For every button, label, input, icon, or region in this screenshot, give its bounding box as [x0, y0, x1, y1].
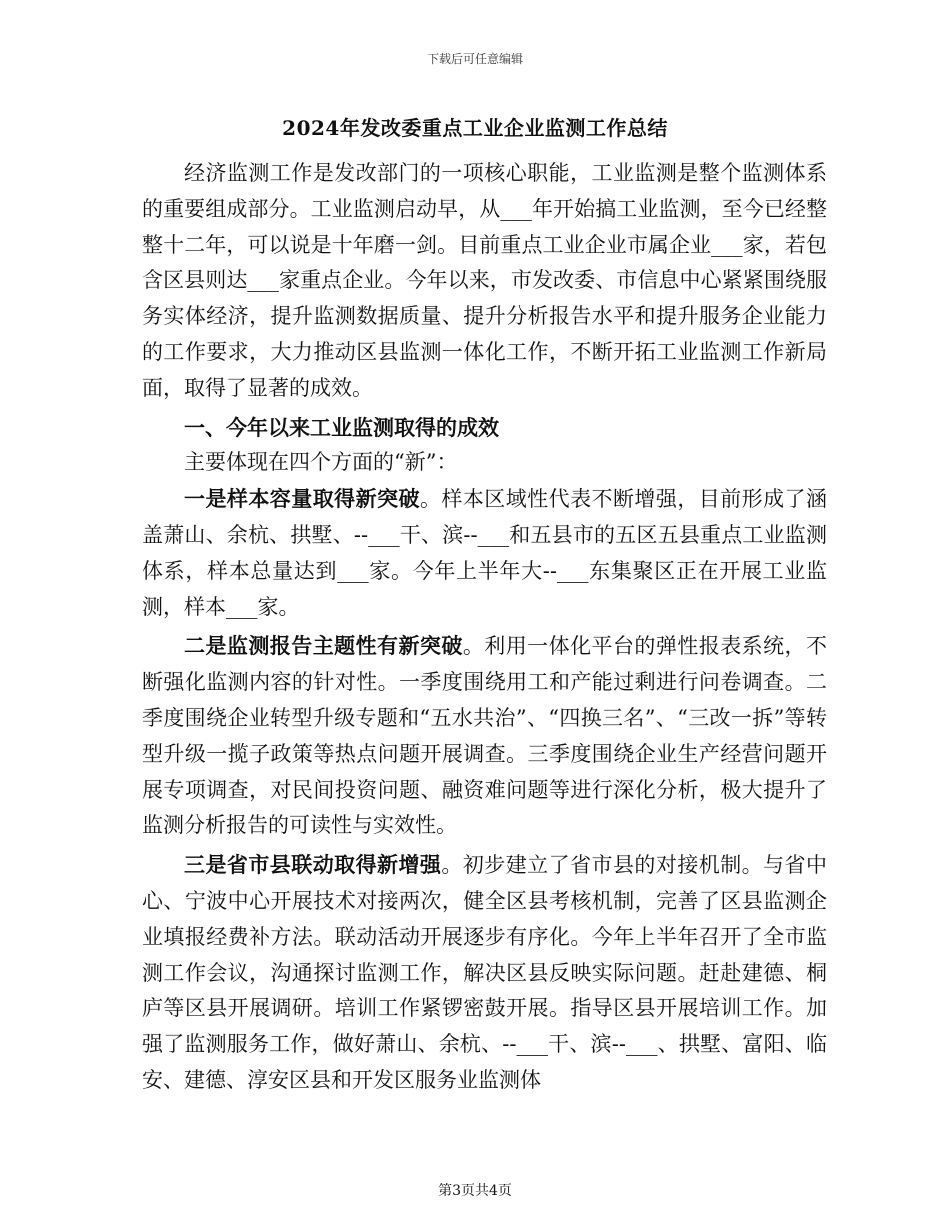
paragraph-text: 。初步建立了省市县的对接机制。与省中心、宁波中心开展技术对接两次，健全区县考核机制，完善了区县监测企业填报经费补方法。联动活动开展逐步有序化。今年上半年召开了全市监测工作会议，沟通探讨监测工作，解决区县反映实际问题。赶赴建德、桐庐等区县开展调研。培训工作紧锣密鼓开展。指导区县开展培训工作。加强了监测服务工作，做好萧山、余杭、--___干、滨--___、拱墅、富阳、临安、建德、淳安区县和开发区服务业监测体	[142, 853, 828, 1092]
paragraph-report-theme	[142, 628, 827, 844]
header-note: 下载后可任意编辑	[426, 52, 523, 66]
paragraph-lead: 一是样本容量取得新突破	[184, 486, 420, 512]
paragraph-text: 。样本区域性代表不断增强，目前形成了涵盖萧山、余杭、拱墅、--___干、滨--___和五县市的五区五县重点工业监测体系，样本总量达到___家。今年上半年大--___东集聚区正在开展工业监测，样本___家。	[142, 487, 828, 619]
section-heading: 一、今年以来工业监测取得的成效	[184, 414, 499, 440]
paragraph-linkage	[142, 847, 827, 1099]
paragraph-lead: 二是监测报告主题性有新突破	[184, 633, 463, 659]
paragraph-text: 。利用一体化平台的弹性报表系统，不断强化监测内容的针对性。一季度围绕用工和产能过剩进行问卷调查。二季度围绕企业转型升级专题和“五水共治”、“四换三名”、“三改一拆”等转型升级一揽子政策等热点问题开展调查。三季度围绕企业生产经营问题开展专项调查，对民间投资问题、融资难问题等进行深化分析，极大提升了监测分析报告的可读性与实效性。	[142, 634, 827, 838]
paragraph-lead: 三是省市县联动取得新增强	[184, 852, 442, 878]
document-title: 2024年发改委重点工业企业监测工作总结	[282, 116, 668, 140]
document-body	[142, 156, 827, 1099]
page-number: 第3页共4页	[438, 1183, 512, 1199]
paragraph-sample-capacity	[142, 481, 827, 625]
paragraph-intro: 经济监测工作是发改部门的一项核心职能，工业监测是整个监测体系的重要组成部分。工业监测启动早，从___年开始搞工业监测，至今已经整整十二年，可以说是十年磨一剑。目前重点工业企业市属企业___家，若包含区县则达___家重点企业。今年以来，市发改委、市信息中心紧紧围绕服务实体经济，提升监测数据质量、提升分析报告水平和提升服务企业能力的工作要求，大力推动区县监测一体化工作，不断开拓工业监测工作新局面，取得了显著的成效。	[142, 161, 827, 400]
paragraph-summary: 主要体现在四个方面的“新”：	[184, 450, 458, 475]
